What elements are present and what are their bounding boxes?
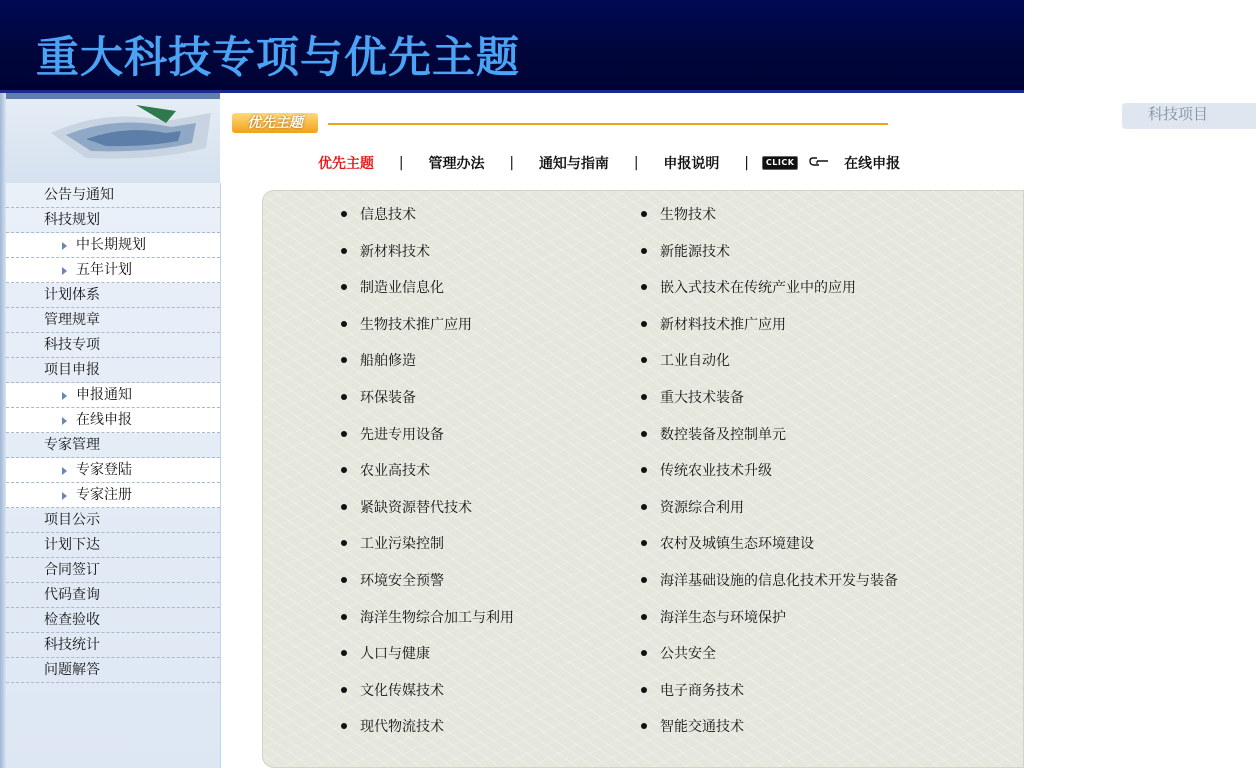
topic-label: 电子商务技术 (660, 682, 744, 699)
bullet-icon (641, 248, 647, 254)
sidebar-item[interactable] (6, 183, 220, 208)
bullet-icon (341, 211, 347, 217)
topic-item[interactable] (341, 242, 514, 279)
topic-item[interactable] (341, 534, 514, 571)
sidebar-item-label: 管理规章 (44, 312, 100, 328)
topic-label: 工业污染控制 (360, 536, 444, 553)
sidebar-item-label: 检查验收 (44, 612, 100, 628)
topic-label: 紧缺资源替代技术 (360, 499, 472, 516)
topic-label: 制造业信息化 (360, 280, 444, 297)
topic-item[interactable] (641, 461, 898, 498)
section-header (232, 105, 1209, 135)
topics-column-right (641, 205, 898, 754)
triangle-right-icon (62, 392, 67, 400)
bullet-icon (641, 540, 647, 546)
bullet-icon (341, 357, 347, 363)
topic-item[interactable] (641, 388, 898, 425)
bullet-icon (641, 211, 647, 217)
topic-item[interactable] (641, 681, 898, 718)
sidebar-item[interactable] (6, 433, 220, 458)
web-page (0, 93, 1209, 768)
top-menu (318, 153, 1008, 173)
sidebar-item[interactable] (6, 358, 220, 383)
topic-label: 数控装备及控制单元 (660, 426, 786, 443)
sidebar-item[interactable] (6, 333, 220, 358)
bullet-icon (641, 650, 647, 656)
sidebar-item-label: 项目公示 (44, 512, 100, 528)
topic-item[interactable] (641, 644, 898, 681)
topic-item[interactable] (341, 205, 514, 242)
topic-label: 现代物流技术 (360, 719, 444, 736)
topic-item[interactable] (641, 242, 898, 279)
topic-label: 公共安全 (660, 646, 716, 663)
sidebar-item-label: 科技专项 (44, 337, 100, 353)
sidebar-item-label: 中长期规划 (76, 237, 146, 253)
menu-item-application-instructions[interactable]: 申报说明 (663, 156, 720, 172)
sidebar-item[interactable] (6, 633, 220, 658)
topic-label: 工业自动化 (660, 353, 730, 370)
sidebar-item[interactable] (6, 458, 220, 483)
topic-label: 人口与健康 (360, 646, 430, 663)
menu-item-notices-guides[interactable]: 通知与指南 (538, 156, 609, 172)
menu-item-online-application[interactable]: 在线申报 (844, 156, 901, 172)
topic-item[interactable] (341, 351, 514, 388)
sidebar-item[interactable] (6, 583, 220, 608)
topic-item[interactable] (641, 278, 898, 315)
topic-label: 新能源技术 (660, 243, 730, 260)
bullet-icon (641, 723, 647, 729)
triangle-right-icon (62, 267, 67, 275)
sidebar-item-label: 代码查询 (44, 587, 100, 603)
sidebar-item[interactable] (6, 483, 220, 508)
sidebar-item[interactable] (6, 508, 220, 533)
topic-item[interactable] (341, 388, 514, 425)
topic-label: 新材料技术 (360, 243, 430, 260)
bullet-icon (341, 284, 347, 290)
topic-item[interactable] (341, 681, 514, 718)
topic-label: 资源综合利用 (660, 499, 744, 516)
topic-label: 环境安全预警 (360, 572, 444, 589)
slide-title: 重大科技专项与优先主题 (36, 33, 520, 83)
topic-label: 新材料技术推广应用 (660, 316, 786, 333)
topic-label: 环保装备 (360, 389, 416, 406)
sidebar-item-label: 计划体系 (44, 287, 100, 303)
triangle-right-icon (62, 467, 67, 475)
topic-item[interactable] (641, 205, 898, 242)
sidebar-item-label: 专家登陆 (76, 462, 132, 478)
topic-item[interactable] (341, 717, 514, 754)
sidebar-nav (6, 183, 220, 683)
topics-panel (262, 190, 1024, 768)
sidebar-item-label: 合同签订 (44, 562, 100, 578)
sidebar-item[interactable] (6, 258, 220, 283)
bullet-icon (341, 577, 347, 583)
sidebar-item-label: 科技规划 (44, 212, 100, 228)
topic-label: 海洋基础设施的信息化技术开发与装备 (660, 572, 898, 589)
bullet-icon (341, 467, 347, 473)
menu-separator: | (398, 155, 404, 171)
bullet-icon (641, 431, 647, 437)
topic-item[interactable] (641, 315, 898, 352)
bullet-icon (641, 467, 647, 473)
slide-title-bar (0, 0, 1024, 90)
sidebar-item-label: 专家管理 (44, 437, 100, 453)
bullet-icon (641, 394, 647, 400)
bullet-icon (341, 431, 347, 437)
bullet-icon (341, 394, 347, 400)
sidebar-item-label: 项目申报 (44, 362, 100, 378)
topic-label: 文化传媒技术 (360, 682, 444, 699)
sidebar-item-label: 在线申报 (76, 412, 132, 428)
sidebar-item[interactable] (6, 558, 220, 583)
sidebar-item[interactable] (6, 383, 220, 408)
menu-separator: | (509, 155, 515, 171)
bullet-icon (341, 248, 347, 254)
bullet-icon (641, 577, 647, 583)
section-rule (328, 123, 888, 125)
sidebar-item-label: 计划下达 (44, 537, 100, 553)
bullet-icon (641, 614, 647, 620)
sidebar-item[interactable] (6, 283, 220, 308)
topic-item[interactable] (641, 717, 898, 754)
sidebar-item[interactable] (6, 233, 220, 258)
sidebar-item[interactable] (6, 208, 220, 233)
topic-item[interactable] (641, 608, 898, 645)
triangle-right-icon (62, 417, 67, 425)
menu-separator: | (633, 155, 639, 171)
topic-item[interactable] (341, 644, 514, 681)
sidebar-item-label: 公告与通知 (44, 187, 114, 203)
bullet-icon (641, 504, 647, 510)
topic-item[interactable] (641, 425, 898, 462)
topic-label: 重大技术装备 (660, 389, 744, 406)
bullet-icon (341, 687, 347, 693)
bullet-icon (341, 540, 347, 546)
book-illustration-icon (46, 103, 216, 165)
topic-label: 船舶修造 (360, 353, 416, 370)
bullet-icon (341, 723, 347, 729)
banner-stripe (6, 93, 220, 99)
bullet-icon (641, 284, 647, 290)
topic-label: 智能交通技术 (660, 719, 744, 736)
sidebar-item[interactable] (6, 408, 220, 433)
topic-label: 传统农业技术升级 (660, 463, 772, 480)
topic-item[interactable] (341, 278, 514, 315)
triangle-right-icon (62, 242, 67, 250)
triangle-right-icon (62, 492, 67, 500)
sidebar-item-label: 科技统计 (44, 637, 100, 653)
topic-label: 农村及城镇生态环境建设 (660, 536, 814, 553)
topic-label: 生物技术推广应用 (360, 316, 472, 333)
topic-item[interactable] (341, 608, 514, 645)
topic-item[interactable] (341, 425, 514, 462)
sidebar-item-label: 五年计划 (76, 262, 132, 278)
sidebar-item[interactable] (6, 658, 220, 683)
menu-item-priority-topics[interactable]: 优先主题 (318, 156, 374, 172)
banner-image (6, 93, 220, 183)
bullet-icon (641, 357, 647, 363)
bullet-icon (341, 614, 347, 620)
topic-label: 海洋生态与环境保护 (660, 609, 786, 626)
topic-item[interactable] (341, 498, 514, 535)
topic-label: 生物技术 (660, 207, 716, 223)
topic-label: 先进专用设备 (360, 426, 444, 443)
topic-item[interactable] (341, 461, 514, 498)
bullet-icon (641, 687, 647, 693)
topic-item[interactable] (641, 498, 898, 535)
topic-item[interactable] (341, 571, 514, 608)
topic-item[interactable] (641, 534, 898, 571)
menu-item-regulations[interactable]: 管理办法 (428, 156, 485, 172)
topics-column-left (341, 205, 514, 754)
menu-separator: | (744, 155, 749, 171)
section-label: 优先主题 (232, 113, 318, 133)
sidebar-item-label: 问题解答 (44, 662, 100, 678)
sidebar-item-label: 申报通知 (76, 387, 132, 403)
corner-banner-text: 科技项目 (1122, 103, 1256, 129)
topic-label: 信息技术 (360, 207, 416, 223)
bullet-icon (341, 504, 347, 510)
topic-item[interactable] (641, 571, 898, 608)
click-badge: CLICK (762, 156, 799, 170)
sidebar-item[interactable] (6, 608, 220, 633)
sidebar-item-label: 专家注册 (76, 487, 132, 503)
bullet-icon (341, 650, 347, 656)
bullet-icon (641, 321, 647, 327)
topic-item[interactable] (641, 351, 898, 388)
topic-item[interactable] (341, 315, 514, 352)
topic-label: 嵌入式技术在传统产业中的应用 (660, 280, 856, 297)
sidebar-item[interactable] (6, 308, 220, 333)
pointing-hand-icon (809, 155, 829, 171)
sidebar (6, 183, 221, 768)
topic-label: 海洋生物综合加工与利用 (360, 609, 514, 626)
bullet-icon (341, 321, 347, 327)
sidebar-item[interactable] (6, 533, 220, 558)
topic-label: 农业高技术 (360, 463, 430, 480)
